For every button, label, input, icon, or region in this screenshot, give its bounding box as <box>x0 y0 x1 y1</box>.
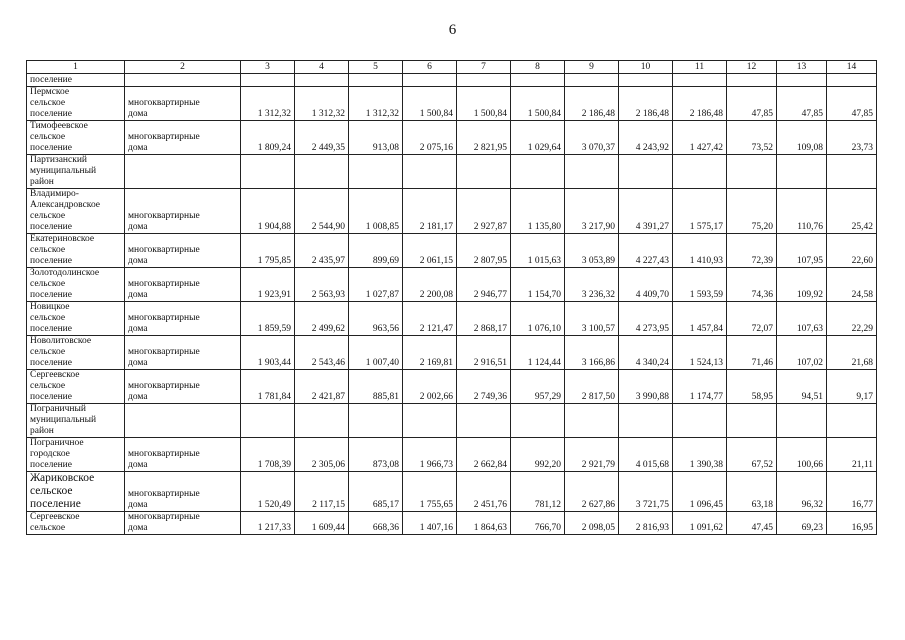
value-cell: 73,52 <box>727 121 777 155</box>
housing-type: многоквартирные дома <box>125 87 241 121</box>
settlement-name: Партизанский муниципальный район <box>27 155 125 189</box>
value-cell: 3 217,90 <box>565 189 619 234</box>
value-cell <box>777 155 827 189</box>
housing-type <box>125 74 241 87</box>
value-cell: 3 990,88 <box>619 370 673 404</box>
value-cell: 1 029,64 <box>511 121 565 155</box>
value-cell: 1 859,59 <box>241 302 295 336</box>
value-cell: 2 449,35 <box>295 121 349 155</box>
value-cell: 47,45 <box>727 512 777 535</box>
value-cell: 1 966,73 <box>403 438 457 472</box>
value-cell: 3 070,37 <box>565 121 619 155</box>
housing-type: многоквартирные дома <box>125 472 241 512</box>
value-cell: 957,29 <box>511 370 565 404</box>
housing-type: многоквартирные дома <box>125 438 241 472</box>
value-cell: 992,20 <box>511 438 565 472</box>
value-cell: 2 543,46 <box>295 336 349 370</box>
value-cell <box>777 74 827 87</box>
value-cell: 2 821,95 <box>457 121 511 155</box>
value-cell <box>241 155 295 189</box>
table-row <box>27 336 877 370</box>
column-header: 13 <box>777 61 827 74</box>
value-cell: 3 721,75 <box>619 472 673 512</box>
settlement-name: поселение <box>27 74 125 87</box>
tariff-table <box>26 60 877 535</box>
value-cell: 1 795,85 <box>241 234 295 268</box>
value-cell: 47,85 <box>727 87 777 121</box>
value-cell: 107,95 <box>777 234 827 268</box>
settlement-name: Новолитовское сельское поселение <box>27 336 125 370</box>
housing-type: многоквартирные дома <box>125 336 241 370</box>
value-cell: 25,42 <box>827 189 877 234</box>
value-cell <box>457 74 511 87</box>
table-row <box>27 74 877 87</box>
housing-type: многоквартирные дома <box>125 234 241 268</box>
value-cell: 2 075,16 <box>403 121 457 155</box>
value-cell: 107,63 <box>777 302 827 336</box>
value-cell: 1 864,63 <box>457 512 511 535</box>
value-cell <box>349 155 403 189</box>
value-cell: 1 135,80 <box>511 189 565 234</box>
value-cell: 2 749,36 <box>457 370 511 404</box>
value-cell <box>673 155 727 189</box>
column-header: 8 <box>511 61 565 74</box>
value-cell: 2 921,79 <box>565 438 619 472</box>
value-cell: 1 609,44 <box>295 512 349 535</box>
value-cell: 2 627,86 <box>565 472 619 512</box>
value-cell: 781,12 <box>511 472 565 512</box>
table-row <box>27 438 877 472</box>
settlement-name: Владимиро- Александровское сельское поселение <box>27 189 125 234</box>
value-cell <box>565 404 619 438</box>
column-header: 1 <box>27 61 125 74</box>
housing-type: многоквартирные дома <box>125 512 241 535</box>
value-cell: 668,36 <box>349 512 403 535</box>
value-cell <box>727 404 777 438</box>
value-cell <box>349 74 403 87</box>
value-cell: 2 098,05 <box>565 512 619 535</box>
column-header: 11 <box>673 61 727 74</box>
value-cell: 1 593,59 <box>673 268 727 302</box>
value-cell: 2 499,62 <box>295 302 349 336</box>
settlement-name: Пермское сельское поселение <box>27 87 125 121</box>
value-cell: 766,70 <box>511 512 565 535</box>
value-cell: 71,46 <box>727 336 777 370</box>
value-cell: 107,02 <box>777 336 827 370</box>
table-row <box>27 121 877 155</box>
value-cell: 63,18 <box>727 472 777 512</box>
value-cell: 1 154,70 <box>511 268 565 302</box>
value-cell: 2 186,48 <box>619 87 673 121</box>
column-header: 2 <box>125 61 241 74</box>
value-cell: 1 217,33 <box>241 512 295 535</box>
value-cell: 94,51 <box>777 370 827 404</box>
value-cell: 4 340,24 <box>619 336 673 370</box>
settlement-name: Пограничное городское поселение <box>27 438 125 472</box>
housing-type <box>125 155 241 189</box>
value-cell: 9,17 <box>827 370 877 404</box>
value-cell: 4 409,70 <box>619 268 673 302</box>
value-cell: 1 124,44 <box>511 336 565 370</box>
value-cell: 23,73 <box>827 121 877 155</box>
value-cell: 2 181,17 <box>403 189 457 234</box>
settlement-name: Пограничный муниципальный район <box>27 404 125 438</box>
value-cell: 899,69 <box>349 234 403 268</box>
value-cell: 2 421,87 <box>295 370 349 404</box>
value-cell: 47,85 <box>827 87 877 121</box>
value-cell: 2 200,08 <box>403 268 457 302</box>
value-cell: 1 427,42 <box>673 121 727 155</box>
value-cell <box>457 155 511 189</box>
value-cell <box>349 404 403 438</box>
value-cell <box>827 404 877 438</box>
value-cell: 22,29 <box>827 302 877 336</box>
value-cell: 3 100,57 <box>565 302 619 336</box>
value-cell: 2 121,47 <box>403 302 457 336</box>
settlement-name: Тимофеевское сельское поселение <box>27 121 125 155</box>
value-cell: 1 809,24 <box>241 121 295 155</box>
value-cell: 100,66 <box>777 438 827 472</box>
value-cell: 2 117,15 <box>295 472 349 512</box>
settlement-name: Екатериновское сельское поселение <box>27 234 125 268</box>
column-header: 9 <box>565 61 619 74</box>
value-cell: 21,11 <box>827 438 877 472</box>
housing-type: многоквартирные дома <box>125 189 241 234</box>
value-cell: 1 390,38 <box>673 438 727 472</box>
housing-type: многоквартирные дома <box>125 302 241 336</box>
value-cell: 2 916,51 <box>457 336 511 370</box>
value-cell: 2 186,48 <box>673 87 727 121</box>
value-cell: 4 015,68 <box>619 438 673 472</box>
value-cell: 1 174,77 <box>673 370 727 404</box>
value-cell: 1 312,32 <box>295 87 349 121</box>
value-cell: 2 662,84 <box>457 438 511 472</box>
value-cell <box>565 74 619 87</box>
value-cell: 1 007,40 <box>349 336 403 370</box>
value-cell: 67,52 <box>727 438 777 472</box>
value-cell: 16,77 <box>827 472 877 512</box>
value-cell: 1 008,85 <box>349 189 403 234</box>
value-cell: 109,08 <box>777 121 827 155</box>
value-cell: 1 410,93 <box>673 234 727 268</box>
value-cell <box>403 155 457 189</box>
value-cell: 110,76 <box>777 189 827 234</box>
value-cell <box>295 404 349 438</box>
value-cell <box>727 155 777 189</box>
value-cell: 1 903,44 <box>241 336 295 370</box>
table-row <box>27 155 877 189</box>
settlement-name: Новицкое сельское поселение <box>27 302 125 336</box>
value-cell <box>673 404 727 438</box>
housing-type <box>125 404 241 438</box>
table-row <box>27 472 877 512</box>
value-cell: 1 091,62 <box>673 512 727 535</box>
value-cell: 1 708,39 <box>241 438 295 472</box>
table-row <box>27 512 877 535</box>
value-cell <box>827 74 877 87</box>
value-cell: 2 435,97 <box>295 234 349 268</box>
value-cell <box>511 155 565 189</box>
value-cell: 47,85 <box>777 87 827 121</box>
value-cell <box>827 155 877 189</box>
value-cell <box>403 404 457 438</box>
value-cell: 2 305,06 <box>295 438 349 472</box>
value-cell: 1 312,32 <box>241 87 295 121</box>
value-cell: 22,60 <box>827 234 877 268</box>
value-cell <box>403 74 457 87</box>
value-cell: 1 755,65 <box>403 472 457 512</box>
value-cell <box>241 74 295 87</box>
value-cell: 4 273,95 <box>619 302 673 336</box>
value-cell: 109,92 <box>777 268 827 302</box>
value-cell <box>295 155 349 189</box>
settlement-name: Золотодолинское сельское поселение <box>27 268 125 302</box>
value-cell <box>727 74 777 87</box>
header-row <box>27 61 877 74</box>
value-cell: 2 563,93 <box>295 268 349 302</box>
value-cell: 58,95 <box>727 370 777 404</box>
value-cell: 1 575,17 <box>673 189 727 234</box>
value-cell <box>457 404 511 438</box>
column-header: 5 <box>349 61 403 74</box>
value-cell: 1 015,63 <box>511 234 565 268</box>
housing-type: многоквартирные дома <box>125 370 241 404</box>
value-cell: 72,07 <box>727 302 777 336</box>
settlement-name: Жариковское сельское поселение <box>27 472 125 512</box>
table-row <box>27 234 877 268</box>
value-cell: 1 923,91 <box>241 268 295 302</box>
value-cell: 2 927,87 <box>457 189 511 234</box>
value-cell <box>511 74 565 87</box>
value-cell: 21,68 <box>827 336 877 370</box>
value-cell <box>619 155 673 189</box>
value-cell <box>241 404 295 438</box>
value-cell: 2 816,93 <box>619 512 673 535</box>
value-cell: 16,95 <box>827 512 877 535</box>
value-cell: 24,58 <box>827 268 877 302</box>
value-cell: 1 500,84 <box>403 87 457 121</box>
housing-type: многоквартирные дома <box>125 268 241 302</box>
column-header: 4 <box>295 61 349 74</box>
value-cell: 2 817,50 <box>565 370 619 404</box>
settlement-name: Сергеевское сельское поселение <box>27 370 125 404</box>
housing-type: многоквартирные дома <box>125 121 241 155</box>
value-cell: 4 227,43 <box>619 234 673 268</box>
value-cell: 1 500,84 <box>511 87 565 121</box>
table-row <box>27 268 877 302</box>
table-row <box>27 87 877 121</box>
value-cell: 1 457,84 <box>673 302 727 336</box>
value-cell: 1 520,49 <box>241 472 295 512</box>
value-cell: 913,08 <box>349 121 403 155</box>
table-row <box>27 404 877 438</box>
value-cell <box>619 404 673 438</box>
value-cell: 2 868,17 <box>457 302 511 336</box>
table-row <box>27 302 877 336</box>
value-cell: 1 781,84 <box>241 370 295 404</box>
column-header: 7 <box>457 61 511 74</box>
table-row <box>27 189 877 234</box>
value-cell: 2 169,81 <box>403 336 457 370</box>
value-cell: 2 807,95 <box>457 234 511 268</box>
value-cell <box>511 404 565 438</box>
value-cell: 2 946,77 <box>457 268 511 302</box>
value-cell: 1 312,32 <box>349 87 403 121</box>
value-cell: 96,32 <box>777 472 827 512</box>
value-cell: 69,23 <box>777 512 827 535</box>
value-cell <box>295 74 349 87</box>
value-cell: 963,56 <box>349 302 403 336</box>
value-cell: 885,81 <box>349 370 403 404</box>
value-cell: 1 904,88 <box>241 189 295 234</box>
value-cell: 1 076,10 <box>511 302 565 336</box>
value-cell: 3 166,86 <box>565 336 619 370</box>
value-cell <box>565 155 619 189</box>
value-cell: 4 243,92 <box>619 121 673 155</box>
value-cell: 1 096,45 <box>673 472 727 512</box>
page-number: 6 <box>448 22 457 38</box>
value-cell: 3 053,89 <box>565 234 619 268</box>
value-cell: 2 544,90 <box>295 189 349 234</box>
value-cell: 2 186,48 <box>565 87 619 121</box>
value-cell <box>619 74 673 87</box>
value-cell: 4 391,27 <box>619 189 673 234</box>
value-cell <box>673 74 727 87</box>
value-cell <box>777 404 827 438</box>
value-cell: 2 061,15 <box>403 234 457 268</box>
value-cell: 1 407,16 <box>403 512 457 535</box>
column-header: 12 <box>727 61 777 74</box>
settlement-name: Сергеевское сельское <box>27 512 125 535</box>
column-header: 6 <box>403 61 457 74</box>
column-header: 3 <box>241 61 295 74</box>
value-cell: 75,20 <box>727 189 777 234</box>
value-cell: 2 002,66 <box>403 370 457 404</box>
value-cell: 685,17 <box>349 472 403 512</box>
column-header: 10 <box>619 61 673 74</box>
value-cell: 1 500,84 <box>457 87 511 121</box>
value-cell: 2 451,76 <box>457 472 511 512</box>
table-row <box>27 370 877 404</box>
value-cell: 72,39 <box>727 234 777 268</box>
value-cell: 1 524,13 <box>673 336 727 370</box>
value-cell: 873,08 <box>349 438 403 472</box>
value-cell: 74,36 <box>727 268 777 302</box>
column-header: 14 <box>827 61 877 74</box>
value-cell: 3 236,32 <box>565 268 619 302</box>
value-cell: 1 027,87 <box>349 268 403 302</box>
